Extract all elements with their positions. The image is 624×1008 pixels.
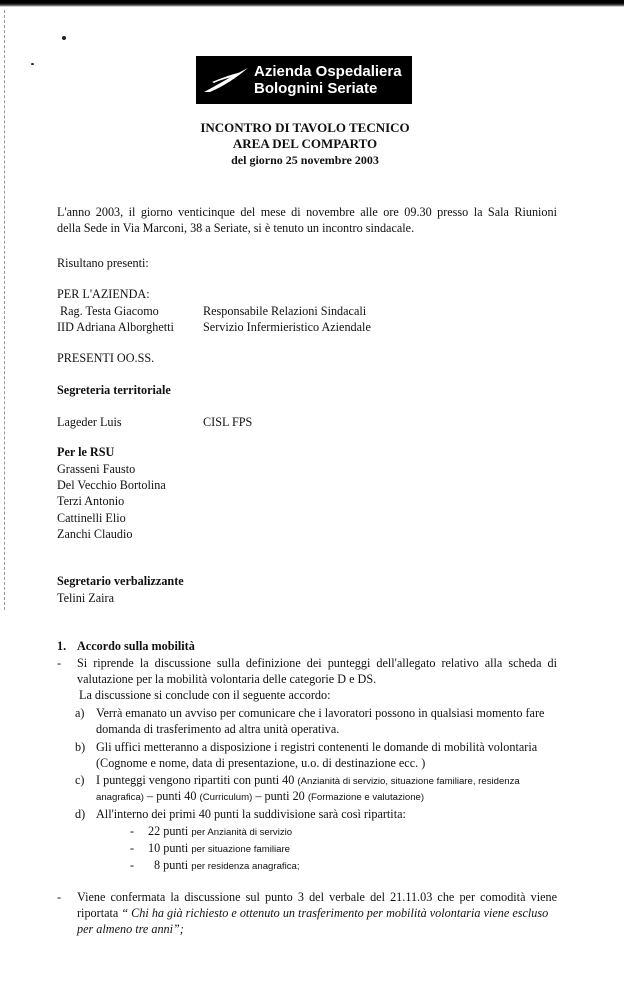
- sub-item: [148, 841, 290, 857]
- azienda-member-name: Rag. Testa Giacomo: [60, 304, 159, 318]
- sub-item-points: 10 punti: [148, 841, 189, 855]
- item-d-line-1: All'interno dei primi 40 punti la suddivisione sarà così ripartita:: [96, 807, 406, 821]
- rsu-member: Cattinelli Elio: [57, 511, 126, 525]
- bullet-dash: -: [57, 656, 62, 670]
- bullet-2-line-3: per almeno tre anni”;: [77, 922, 184, 936]
- sub-item-points: 8 punti: [154, 858, 189, 872]
- bullet-1-line-2: valutazione per la mobilità volontaria delle categorie D e DS.: [77, 672, 377, 686]
- company-logo: [196, 56, 412, 104]
- item-d-label: d): [75, 807, 86, 821]
- logo-line-2: Bolognini Seriate: [254, 80, 378, 97]
- azienda-member-name: IID Adriana Alborghetti: [57, 320, 174, 334]
- rsu-member: Grasseni Fausto: [57, 462, 136, 476]
- item-b-line-1: Gli uffici metteranno a disposizione i registri contenenti le domande di mobilità volontaria: [96, 740, 538, 754]
- segreteria-name: Lageder Luis: [57, 415, 122, 429]
- scan-edge-left: [4, 10, 6, 610]
- item-c-criteria-c: (Formazione e valutazione): [307, 792, 425, 803]
- document-date: del giorno 25 novembre 2003: [231, 153, 379, 167]
- bullet-2-line-2: [77, 906, 548, 921]
- scan-edge-top: [0, 0, 624, 7]
- item-c-main-text: I punteggi vengono ripartiti con punti 40: [96, 773, 295, 787]
- intro-line-1: L'anno 2003, il giorno venticinque del mese di novembre alle ore 09.30 presso la Sala Riunioni: [57, 205, 557, 219]
- sub-dash: -: [130, 841, 135, 855]
- item-c-points-b: – punti 40: [147, 789, 197, 803]
- azienda-member-role: Responsabile Relazioni Sindacali: [203, 304, 367, 318]
- section-title: Accordo sulla mobilità: [77, 639, 195, 653]
- section-number: 1.: [57, 639, 67, 653]
- item-a-line-1: Verrà emanato un avviso per comunicare che i lavoratori possono in qualsiasi momento fare: [96, 706, 545, 720]
- sub-item: [154, 858, 300, 874]
- sub-item-desc: per residenza anagrafica;: [191, 861, 300, 872]
- bullet-1-line-1: Si riprende la discussione sulla definizione dei punteggi dell'allegato relativo alla scheda di: [77, 656, 557, 670]
- bullet-2-line-1: Viene confermata la discussione sul punto 3 del verbale del 21.11.03 che per comodità viene: [77, 890, 557, 904]
- item-c-criteria-b: (Curriculum): [199, 792, 253, 803]
- scan-speck: [62, 36, 66, 40]
- sub-item-desc: per Anzianità di servizio: [191, 827, 293, 838]
- item-a-label: a): [75, 706, 85, 720]
- item-b-line-2: (Cognome e nome, data di presentazione, u.o. di destinazione ecc. ): [96, 756, 426, 770]
- item-c-line-2: [96, 789, 424, 805]
- conclusion-text: La discussione si conclude con il seguente accordo:: [79, 688, 331, 702]
- sub-item-points: 22 punti: [148, 824, 189, 838]
- item-c-criteria-a: (Anzianità di servizio, situazione familiare, residenza: [297, 776, 520, 787]
- segreteria-org: CISL FPS: [203, 415, 253, 429]
- segretario-name: Telini Zaira: [57, 591, 115, 605]
- present-label: Risultano presenti:: [57, 256, 149, 270]
- document-subtitle: AREA DEL COMPARTO: [232, 136, 378, 151]
- document-title: INCONTRO DI TAVOLO TECNICO: [200, 120, 410, 135]
- item-c-label: c): [75, 773, 85, 787]
- rsu-member: Zanchi Claudio: [57, 527, 133, 541]
- logo-line-1: Azienda Ospedaliera: [254, 63, 402, 80]
- bullet-2-lead: riportata: [77, 906, 119, 920]
- azienda-heading: PER L'AZIENDA:: [57, 287, 150, 301]
- sub-item-desc: per situazione familiare: [191, 844, 290, 855]
- item-c-line-1: [96, 773, 520, 789]
- scan-speck: [31, 63, 34, 65]
- oss-heading: PRESENTI OO.SS.: [57, 351, 155, 365]
- rsu-member: Del Vecchio Bortolina: [57, 478, 166, 492]
- logo-swoosh-icon: [202, 64, 250, 96]
- rsu-member: Terzi Antonio: [57, 494, 125, 508]
- rsu-heading: Per le RSU: [57, 445, 115, 459]
- item-c-points-c: – punti 20: [255, 789, 305, 803]
- segretario-heading: Segretario verbalizzante: [57, 574, 184, 588]
- item-b-label: b): [75, 740, 86, 754]
- sub-dash: -: [130, 858, 135, 872]
- bullet-dash: -: [57, 890, 62, 904]
- sub-item: [148, 824, 292, 840]
- item-c-criteria-a-end: anagrafica): [96, 792, 144, 803]
- intro-line-2: della Sede in Via Marconi, 38 a Seriate, si è tenuto un incontro sindacale.: [57, 221, 415, 235]
- sub-dash: -: [130, 824, 135, 838]
- item-a-line-2: domanda di trasferimento ad altra unità operativa.: [96, 722, 340, 736]
- segreteria-heading: Segreteria territoriale: [57, 383, 171, 397]
- azienda-member-role: Servizio Infermieristico Aziendale: [203, 320, 371, 334]
- bullet-2-quote: “ Chi ha già richiesto e ottenuto un trasferimento per mobilità volontaria viene escluso: [121, 906, 549, 920]
